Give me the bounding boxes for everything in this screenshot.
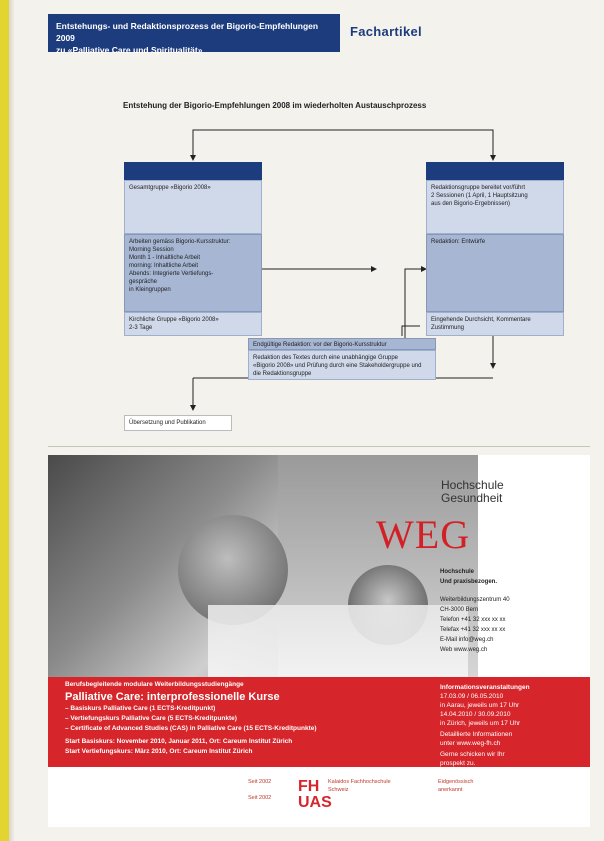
- right-box-editorial: Redaktionsgruppe bereitet vor/führt 2 Sessionen (1 April, 1 Hauptsitzung aus den Bigorio-Ergebnissen): [426, 180, 564, 234]
- address-line-1: Weiterbildungszentrum 40: [440, 597, 510, 603]
- footer-left-1: Seit 2002: [248, 779, 272, 785]
- course-1: – Basiskurs Palliative Care (1 ECTS-Kreditpunkt): [65, 705, 216, 712]
- info-date-4: in Zürich, jeweils um 17 Uhr: [440, 720, 521, 727]
- info-more-1: Detaillierte Informationen: [440, 731, 513, 738]
- info-date-2: in Aarau, jeweils um 17 Uhr: [440, 702, 520, 709]
- weg-logo: WEG: [376, 512, 471, 557]
- course-3: – Certificate of Advanced Studies (CAS) in Palliative Care (15 ECTS-Kreditpunkte): [65, 725, 317, 732]
- right-box-header: [426, 162, 564, 180]
- fh-logo: [298, 779, 332, 811]
- center-box-header: Endgültige Redaktion: vor der Bigorio-Kursstruktur: [248, 338, 436, 350]
- info-more-3: Gerne schicken wir Ihr: [440, 751, 505, 758]
- start-2: Start Vertiefungskurs: März 2010, Ort: Careum Institut Zürich: [65, 748, 253, 755]
- fh-logo-line-1: FH: [298, 778, 320, 795]
- right-box-drafts: Redaktion: Entwürfe: [426, 234, 564, 312]
- footer-mid-1: Kalaidos Fachhochschule: [328, 779, 391, 785]
- info-more-4: prospekt zu.: [440, 760, 476, 767]
- right-box-review: Eingehende Durchsicht, Kommentare Zustimmung: [426, 312, 564, 336]
- start-1: Start Basiskurs: November 2010, Januar 2011, Ort: Careum Institut Zürich: [65, 738, 293, 745]
- left-box-group: Gesamtgruppe «Bigorio 2008»: [124, 180, 262, 234]
- course-2: – Vertiefungskurs Palliative Care (5 ECTS-Kreditpunkte): [65, 715, 237, 722]
- fax: Telefax +41 32 xxx xx xx: [440, 627, 506, 633]
- fh-logo-line-2: UAS: [298, 794, 332, 811]
- info-more-2[interactable]: unter www.weg-fh.ch: [440, 740, 501, 747]
- school-line-2: Gesundheit: [441, 491, 503, 505]
- footer-left-2: Seit 2002: [248, 795, 272, 801]
- info-title-1: Hochschule: [440, 569, 475, 575]
- photo-bedsheet: [208, 605, 468, 677]
- figure-title: Entstehung der Bigorio-Empfehlungen 2008 im wiederholten Austauschprozess: [123, 101, 427, 110]
- course-info: [65, 680, 317, 757]
- email-link[interactable]: E-Mail info@weg.ch: [440, 637, 494, 643]
- school-name: [441, 479, 504, 505]
- divider: [48, 446, 590, 447]
- arrow-top-loop: [193, 130, 493, 160]
- footer-right-2: anerkannt: [438, 787, 463, 793]
- advertisement: [48, 455, 590, 827]
- center-box-body: Redaktion des Textes durch eine unabhängige Gruppe «Bigorio 2008» und Prüfung durch eine Stakeholdergruppe und die Redaktionsgruppe: [248, 350, 436, 380]
- section-label: Fachartikel: [350, 24, 422, 39]
- left-box-days: Kirchliche Gruppe «Bigorio 2008» 2-3 Tage: [124, 312, 262, 336]
- info-title-2: Und praxisbezogen.: [440, 579, 498, 585]
- header-line-1: Entstehungs- und Redaktionsprozess der Bigorio-Empfehlungen 2009: [56, 21, 319, 43]
- header-line-2: zu «Palliative Care und Spiritualität»: [56, 45, 203, 55]
- course-intro: Berufsbegleitende modulare Weiterbildungsstudiengänge: [65, 681, 244, 688]
- left-box-header: [124, 162, 262, 180]
- nursing-photo: [48, 455, 437, 677]
- info-date-3: 14.04.2010 / 30.09.2010: [440, 711, 511, 718]
- course-title: Palliative Care: interprofessionelle Kurse: [65, 691, 280, 703]
- footer-mid-2: Schweiz: [328, 787, 349, 793]
- footer-right-1: Eidgenössisch: [438, 779, 474, 785]
- phone: Telefon +41 32 xxx xx xx: [440, 617, 506, 623]
- school-line-1: Hochschule: [441, 478, 504, 492]
- info-date-1: 17.03.09 / 06.05.2010: [440, 693, 504, 700]
- info-events: [440, 683, 580, 768]
- web-link[interactable]: Web www.weg.ch: [440, 647, 488, 653]
- info-heading: Informationsveranstaltungen: [440, 684, 530, 691]
- left-box-work: Arbeiten gemäss Bigorio-Kursstruktur: Morning Session Month 1 - Inhaltliche Arbeit morning: Inhaltliche Arbeit Abends: Integrierte Vertiefungs- gespräche in Kleingruppen: [124, 234, 262, 312]
- final-box-publication: Übersetzung und Publikation: [124, 415, 232, 431]
- school-contact: [440, 567, 510, 655]
- address-line-2: CH-3000 Bern: [440, 607, 479, 613]
